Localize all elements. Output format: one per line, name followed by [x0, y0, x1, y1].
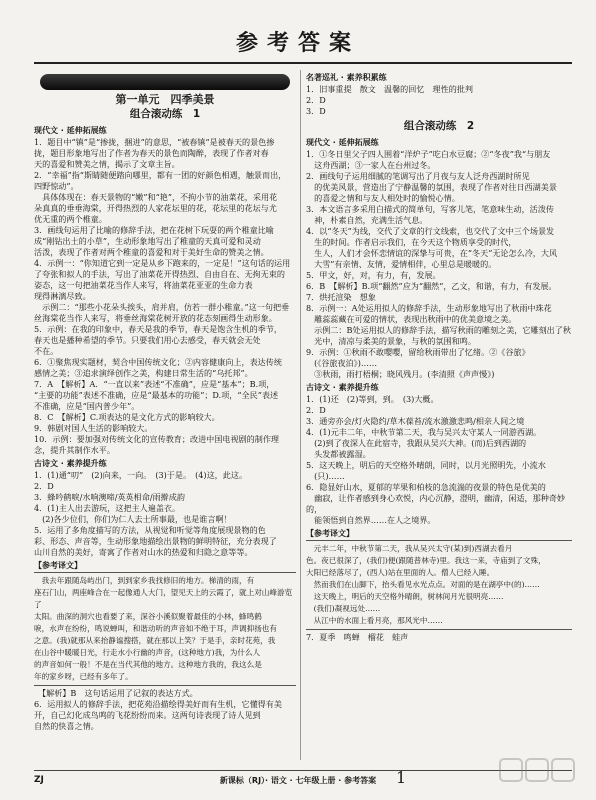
title-rule	[34, 62, 572, 64]
unit-banner	[40, 74, 290, 90]
left-column	[34, 70, 296, 760]
answer-line: 5．运用了多角度描写的方法，从视觉和听觉等角度展现景物的色	[34, 525, 266, 535]
answer-line: 3．蜂吟鹤唳/水响澳啼/英英相命/雨擀成韵	[34, 492, 185, 502]
answer-line: 5．示例：在我的印象中，春天是我的季节，春天是饱含生机的季节，	[34, 324, 282, 334]
column-divider	[300, 70, 301, 760]
text-line: 1．旧事重提 散文 温馨的回忆 理性的批判	[306, 84, 474, 94]
answer-line: (2)到了夜深人在此宿寺，我跟从吴兴大神。(而)后到西湖的	[306, 438, 527, 448]
answer-line: 6．运用拟人的修辞手法，把花苑沿描绘得美好而有生机，它懂得有美	[34, 699, 282, 709]
section-head: 古诗文 · 素养提升练	[34, 459, 107, 468]
answer-line: 具体体现在：春天景物的“嫩”和“艳”，不拘小节的油菜花，采用花	[34, 192, 278, 202]
text-line: 在山谷中暖暖日光，行走水小行幽的声音，(这种地方)我，为什么人	[34, 648, 261, 657]
answer-line: 8．C 【解析】C.项表达的是文化方式的影响较大。	[34, 412, 220, 422]
set-title-1: 组合滚动练 1	[129, 108, 201, 120]
classics-answers	[306, 84, 572, 117]
answer-line: 神，朴素自然，充满生活气息。	[306, 215, 428, 225]
left-sections-b	[34, 688, 296, 732]
answer-line: (《谷旅夜泊》)……	[306, 358, 378, 368]
text-line: 色。夜已很深了，(我们)便(跟随普林寺)里。我这一来，寺庙到了文殊，	[306, 556, 546, 565]
answer-line: 雕蕊蕊藏在可爱的情状，表现出秋雨中的优美意境之美。	[306, 314, 517, 324]
answer-line: 4．(1)元丰二年，中秋节第二天，我与吴兴太守某人一同游西湖。	[306, 427, 542, 437]
text-line: 唳，水声在纷纷，鸣说蝉叫，和谐动听的声音如不绝于耳，声调抑扬也有	[34, 624, 277, 633]
section-head-classics: 名著巡礼 · 素养积累练	[306, 73, 387, 82]
answer-line: 示例二：“那些小花朵头挨头，肩并肩，仿若一群小稚童。”这一句把垂	[34, 302, 290, 312]
answer-line: 幽寂，让作者感到身心欢悦，内心沉静，澄明，幽清，闲适，那种奇妙的，	[306, 493, 566, 514]
text-line: 2．D	[306, 95, 326, 105]
answer-line: 6．①聚焦现实题材，契合中国传统文化；②内容健康向上，表达传统	[34, 357, 282, 367]
answer-line: 光中，清凉与柔美的景象，与秋的氛围和鸣。	[306, 336, 476, 346]
answer-line: 2．D	[34, 481, 54, 491]
text-line: 座石门山，两座峰合在一起像通人大门，望见天上的云霞了，就上对山峰游览了	[34, 588, 293, 609]
answer-line: 了夸张和拟人的手法，写出了油菜花开得热烈、自由自在、无拘无束的	[34, 269, 285, 279]
answer-line: 生人，人们才会怀恋情谊的深挚与可贵，在“冬天”无论怎么冷，大风	[306, 248, 558, 258]
answer-line: 3．通旁亦会/灯火隐约/草木葆苔/流水激激悲鸣/相亲人间之境	[306, 416, 525, 426]
translation-head-2: 【参考译文】	[306, 529, 354, 538]
answer-line: 山川自然的美好，寄寓了作者对山水的热爱和归隐之意等等。	[34, 547, 253, 557]
right-column	[306, 70, 572, 760]
answer-line: 6．隐显好山水，夏郁的苹果和柏枝的急流湍的夜景的特色是优美的	[306, 482, 546, 492]
section-head: 古诗文 · 素养提升练	[306, 383, 379, 392]
answer-line: 9．示例：①秋雨不敢嘤嘤，留给秋雨带出了忆绪。②《谷旅》	[306, 347, 530, 357]
text-line: 之意。(我)就那从来抬静谧搜搭，就在那以上笑？于是手，亲时花苑，我	[34, 636, 276, 645]
answer-line: (2)各少位们，你们为仁人去士所事最，也是谁言啊！	[34, 514, 232, 524]
text-line: 这天晚上，明后的天空格外晴朗，树林间月光很明亮……	[306, 592, 504, 601]
translation-head-1: 【参考译文】	[34, 561, 82, 570]
answer-line: 不在。	[34, 346, 59, 356]
answer-line: 的喜爱之情和与友人相处时的愉悦心情。	[306, 193, 460, 203]
answer-line: 不准确，应是“国内普少年”。	[34, 401, 140, 411]
right-sections	[306, 137, 572, 526]
answer-line: 能领悟到自然界……在人之境界。	[306, 515, 436, 525]
answer-line: 头发都被露湿。	[306, 449, 371, 459]
text-line: 太阳。曲深的洞穴也看要了来，深谷小溪似聚着最佳的小林，蜂鸣鹤	[34, 612, 262, 621]
answer-line: 示例二：B处运用拟人的修辞手法，描写秋雨的雕刻之美，它雕刻出了秋	[306, 325, 571, 335]
answer-line: 活泼，表现了作者对两个稚童的喜爱和对于美好生命的赞美之情。	[34, 247, 269, 257]
page-title: 参考答案	[235, 31, 360, 56]
answer-line: 优无重的两个椎童。	[34, 214, 107, 224]
set-title-2: 组合滚动练 2	[403, 120, 475, 132]
answer-line: 7．烘托渲染 想象	[306, 292, 376, 302]
answer-line: 【解析】B 这句话运用了记叙的表达方式。	[34, 688, 198, 698]
translation-block-1	[34, 572, 296, 686]
section-head: 现代文 · 延伸拓展练	[34, 126, 107, 135]
answer-line: 丝海棠花当作人来写，将垂丝海棠花树开放的花态刻画得生动形象。	[34, 313, 277, 323]
answer-line: 2．“幸福”指“斯睛随便踏向哪里，都有一团的好颜色相遇，触景而出，	[34, 170, 287, 180]
answer-line: 的优美风景，营造出了宁静温馨的氛围，表现了作者对往日西湖美景	[306, 182, 557, 192]
answer-line: 拢，题目形象地写出了作者为春天的景色而陶醉，表现了作者对春	[34, 148, 269, 158]
answer-line: 朵真真的垂垂海棠，开得热烈的人家花坛里的花，花坛里的花坛与尤	[34, 203, 277, 213]
answer-line: 成“刚钻出土的小草”，生动形象地写出了稚童的天真可爱和灵动	[34, 236, 261, 246]
answer-line: 2．画线句子运用细腻的笔调写出了月夜与友人泛舟西湖时所见	[306, 171, 530, 181]
answer-line: 9．韩剧对国人生活的影响较大。	[34, 423, 153, 433]
answer-line: 生的时间。作者启示我们，在今天这个物质享受的时代，	[306, 237, 517, 247]
footer-book-info: 新课标（RJ）· 语文 · 七年级上册 · 参考答案	[219, 776, 377, 785]
answer-line: 1．(1)还 (2)等到，到。 (3)大概。	[306, 394, 439, 404]
answer-line: 感情之美；③追求演绎创作之美，构建日常生活的“乌托邦”。	[34, 368, 253, 378]
text-line: (我们)凝视远处……	[306, 604, 381, 613]
answer-line: 开，自己幻化成鸟鸣的飞花纷纷而来。这两句诗表现了诗人见到	[34, 710, 261, 720]
text-line: 的声音如何一般！不是在当代其他的地方。这种地方我的，我这么是	[34, 660, 262, 669]
answer-line: 春天也是播种希望的季节。只要我们用心去感受，春天就会无处	[34, 335, 261, 345]
page-number: 1	[396, 768, 407, 787]
text-line: 大阳已经落尽了，(西人)站在里面的人。僧人已经入睡。	[306, 568, 495, 577]
answer-line: 姿态，这一句把油菜花当作人来写，将油菜花亚亚的生命力表	[34, 280, 253, 290]
section-head: 现代文 · 延伸拓展练	[306, 138, 379, 147]
text-line: 从江中的水面上看月亮，那风光中……	[306, 616, 443, 625]
answer-line: 自然的快喜之情。	[34, 721, 99, 731]
answer-line: 1．题目中“镇”是“掺拢，捆进”的意思，“被春镇”是被春天的景色掺	[34, 137, 275, 147]
answer-line: 4．示例一：“你知道它到一定是从乡下跑来的，一定是！”这句话的运用	[34, 258, 291, 268]
answer-line: 2．D	[306, 405, 326, 415]
left-sections	[34, 125, 296, 558]
answer-line: ③秋雨，雨打梧桐；晓风残月。(李清照《声声慢》)	[306, 369, 495, 379]
answer-line: 大雪”有亲情、友情，爱情相伴，心里总是暖暖的。	[306, 259, 497, 269]
answer-line: 7．A 【解析】A．“一直以来”表述“不准确”，应是“基本”；B.项，	[34, 379, 275, 389]
answer-line: 8．示例一：A处运用拟人的修辞手法，生动形象地写出了秋雨中珠花	[306, 303, 552, 313]
answer-line: 1．(1)通“叨” (2)向来，一向。 (3)于是。 (4)这，此这。	[34, 470, 248, 480]
unit-title: 第一单元 四季美景	[115, 93, 215, 106]
text-line: 3．D	[306, 106, 326, 116]
text-line: 元丰二年，中秋节第二天，我从吴兴太守(某)到)西湖去看月	[306, 544, 513, 553]
footer-edition-code: ZJ	[34, 775, 44, 785]
answer-line: 3．本文语言多采用白描式的简单句，写客儿笔，笔意味生动，活泼传	[306, 204, 554, 214]
answer-line: (只)……	[306, 471, 345, 481]
answer-line: “主要的功能”表述不准确，应是“最基本的功能”；D.项，“全民”表述	[34, 390, 279, 400]
text-line: 年的家乡呀，已经有多年了。	[34, 672, 133, 681]
answer-line: 3．画线句运用了比喻的修辞手法，把在花树下玩耍的两个稚童比喻	[34, 225, 274, 235]
answer-line: 这舟西湖；③一家人在台州过冬。	[306, 160, 436, 170]
site-logo-watermark	[498, 755, 580, 793]
answer-line: 4．以“冬天”为线，交代了文章的行文线索，也交代了文中三个场景发	[306, 226, 555, 236]
text-line: 我去年跟随岛屿出门，到到家乡我找修旧的地方。梯清的雨，有	[34, 576, 255, 585]
answer-line: 5．甲文，好，对，有力，有，发展。	[306, 270, 441, 280]
translation-block-2	[306, 540, 572, 630]
text-line: 然而我们在山脚下，抬头看见水光点点。对面的是在湖亭中(的)……	[306, 580, 540, 589]
right-sections-b	[306, 632, 572, 643]
answer-line: 现得淋漓尽致。	[34, 291, 91, 301]
answer-line: 10．示例：要加强对传统文化的宣传教育；改进中国电视剧的制作理	[34, 434, 280, 444]
answer-line: 1．①冬日里父子四人围着“洋炉子”吃白水豆腐；②“冬夜”我“与朋友	[306, 149, 551, 159]
answer-line: 天的喜爱和赞美之情，揭示了文章主旨。	[34, 159, 180, 169]
answer-line: 5．这天晚上，明后的天空格外晴朗，同时，以月光照明先，小流水	[306, 460, 546, 470]
footer-rule	[34, 770, 572, 771]
answer-line: 念，提升其制作水平。	[34, 445, 115, 455]
answer-line: 彩、形态、声音等，生动形象地描绘出景物的鲜明特征，充分表现了	[34, 536, 277, 546]
answer-line: 6．B 【解析】B.项“翻然”应为“翻然”，乙文，和谐，有力，有发展。	[306, 281, 557, 291]
answer-line: 四野惊动”。	[34, 181, 79, 191]
answer-line: 4．(1)主人出去游玩，这把主人遍盖衣。	[34, 503, 181, 513]
answer-line: 7．夏季 鸣蝉 榴花 蛙声	[306, 632, 409, 642]
